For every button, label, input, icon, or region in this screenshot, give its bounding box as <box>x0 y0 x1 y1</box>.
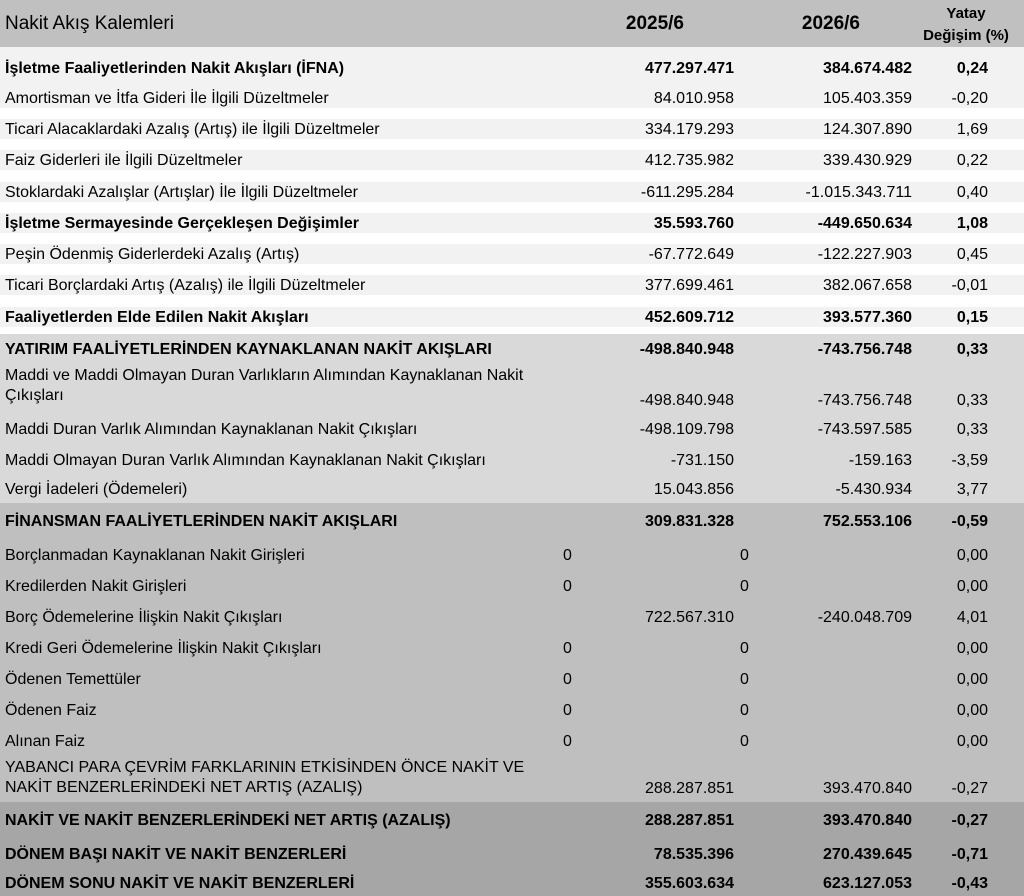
table-row <box>0 869 1024 896</box>
value-2026: 0 <box>740 670 749 688</box>
value-2025: -498.840.948 <box>639 341 734 358</box>
header-row <box>0 0 1024 47</box>
row-label: Peşin Ödenmiş Giderlerdeki Azalış (Artış) <box>5 246 300 263</box>
table-row <box>0 838 1024 869</box>
table-row <box>0 414 1024 444</box>
row-label: DÖNEM SONU NAKİT VE NAKİT BENZERLERİ <box>5 874 355 892</box>
value-change: 0,00 <box>956 701 988 719</box>
value-2026: -743.597.585 <box>817 421 912 438</box>
value-change: 0,15 <box>956 309 988 326</box>
value-2026: -5.430.934 <box>835 481 912 498</box>
table-row <box>0 119 1024 139</box>
value-change: 0,00 <box>956 732 988 750</box>
table-row <box>0 663 1024 694</box>
row-label: Maddi Duran Varlık Alımından Kaynaklanan Nakit Çıkışları <box>5 421 418 438</box>
value-2026: -159.163 <box>848 451 912 469</box>
row-label: İşletme Faaliyetlerinden Nakit Akışları (İFNA) <box>5 59 345 77</box>
value-2025: 0 <box>563 670 572 688</box>
column-header-2025: 2025/6 <box>625 13 684 34</box>
row-label: Borçlanmadan Kaynaklanan Nakit Girişleri <box>5 546 305 564</box>
table-row <box>0 601 1024 632</box>
table-row <box>0 725 1024 756</box>
value-change: -0,59 <box>951 513 988 530</box>
row-label: Stoklardaki Azalışlar (Artışlar) İle İlgili Düzeltmeler <box>5 184 358 201</box>
row-label: Ödenen Temettüler <box>5 670 141 688</box>
value-2025: 35.593.760 <box>653 215 734 232</box>
table-row <box>0 475 1024 503</box>
value-change: 0,00 <box>956 577 988 595</box>
value-2026: 384.674.482 <box>823 59 912 77</box>
change-header-line1: Yatay <box>946 5 986 22</box>
value-change: 4,01 <box>956 608 988 626</box>
value-2026: -1.015.343.711 <box>805 184 912 201</box>
value-2026: 0 <box>740 732 749 750</box>
row-label: Maddi Olmayan Duran Varlık Alımından Kaynaklanan Nakit Çıkışları <box>5 451 486 469</box>
value-2025: -498.109.798 <box>639 421 734 438</box>
table-row <box>0 307 1024 327</box>
table-row <box>0 47 1024 88</box>
row-label: YATIRIM FAALİYETLERİNDEN KAYNAKLANAN NAKİT AKIŞLARI <box>5 341 492 358</box>
table-row <box>0 802 1024 838</box>
value-2025: 0 <box>563 701 572 719</box>
table-row <box>0 503 1024 539</box>
table-row <box>0 213 1024 233</box>
row-label: Amortisman ve İtfa Gideri İle İlgili Düzeltmeler <box>5 90 329 107</box>
value-2026: 0 <box>740 546 749 564</box>
value-change: 1,08 <box>956 215 988 232</box>
value-2025: -498.840.948 <box>639 392 734 409</box>
row-label: Maddi ve Maddi Olmayan Duran Varlıkların Alımından Kaynaklanan Nakit Çıkışları <box>5 367 524 404</box>
value-2025: 78.535.396 <box>653 845 734 863</box>
value-change: -0,71 <box>951 845 988 863</box>
value-change: 0,45 <box>956 246 988 263</box>
table-row <box>0 444 1024 475</box>
value-change: -0,20 <box>951 90 988 107</box>
change-header-line2: Değişim (%) <box>923 27 1009 44</box>
row-label: Kredi Geri Ödemelerine İlişkin Nakit Çıkışları <box>5 639 322 657</box>
value-2025: 15.043.856 <box>653 481 734 498</box>
value-change: 0,00 <box>956 639 988 657</box>
value-2026: -449.650.634 <box>817 215 912 232</box>
table-row <box>0 539 1024 570</box>
value-2025: -731.150 <box>670 451 734 469</box>
value-2025: 0 <box>563 732 572 750</box>
value-change: -0,43 <box>951 874 988 892</box>
value-2025: -67.772.649 <box>648 246 734 263</box>
value-2026: 382.067.658 <box>823 277 912 294</box>
value-change: 0,22 <box>956 152 988 169</box>
row-label: Vergi İadeleri (Ödemeleri) <box>5 481 188 498</box>
table-row <box>0 694 1024 725</box>
value-2026: -743.756.748 <box>817 341 912 358</box>
value-change: 0,33 <box>956 421 988 438</box>
value-2025: 84.010.958 <box>653 90 734 107</box>
value-2025: 0 <box>563 639 572 657</box>
value-2025: 355.603.634 <box>645 874 734 892</box>
value-change: -0,27 <box>951 780 988 797</box>
row-label: Faaliyetlerden Elde Edilen Nakit Akışları <box>5 309 309 326</box>
table-row <box>0 570 1024 601</box>
table-row <box>0 756 1024 802</box>
value-2026: 124.307.890 <box>823 121 912 138</box>
value-2025: 334.179.293 <box>645 121 734 138</box>
value-2026: 0 <box>740 701 749 719</box>
value-2026: 393.470.840 <box>823 780 912 797</box>
row-label: DÖNEM BAŞI NAKİT VE NAKİT BENZERLERİ <box>5 845 347 863</box>
row-label: Ticari Borçlardaki Artış (Azalış) ile İlgili Düzeltmeler <box>5 277 366 294</box>
table-row <box>0 364 1024 414</box>
value-2025: 309.831.328 <box>645 513 734 530</box>
column-header-2026: 2026/6 <box>801 13 860 34</box>
row-label: Kredilerden Nakit Girişleri <box>5 577 187 595</box>
row-label: YABANCI PARA ÇEVRİM FARKLARININ ETKİSİNDEN ÖNCE NAKİT VE NAKİT BENZERLERİNDEKİ NET ARTIŞ (AZALIŞ) <box>5 759 525 796</box>
row-label: Ticari Alacaklardaki Azalış (Artış) ile İlgili Düzeltmeler <box>5 121 380 138</box>
value-2025: 452.609.712 <box>645 309 734 326</box>
value-2026: -122.227.903 <box>817 246 912 263</box>
value-2025: 377.699.461 <box>645 277 734 294</box>
table-row <box>0 88 1024 108</box>
row-label: Ödenen Faiz <box>5 701 97 719</box>
table-row <box>0 150 1024 170</box>
value-2026: 752.553.106 <box>823 513 912 530</box>
table-row <box>0 632 1024 663</box>
value-change: -3,59 <box>951 451 988 469</box>
value-2026: 393.470.840 <box>823 812 912 829</box>
value-change: 0,24 <box>956 59 988 77</box>
value-2025: 288.287.851 <box>645 812 734 829</box>
value-change: -0,01 <box>951 277 988 294</box>
table-row <box>0 244 1024 264</box>
value-2025: -611.295.284 <box>640 184 734 201</box>
value-2026: -240.048.709 <box>817 608 912 626</box>
value-2025: 722.567.310 <box>645 608 734 626</box>
value-change: 0,40 <box>956 184 988 201</box>
value-change: 1,69 <box>956 121 988 138</box>
value-2025: 477.297.471 <box>645 59 734 77</box>
value-2026: 105.403.359 <box>823 90 912 107</box>
table-row <box>0 334 1024 364</box>
value-2025: 0 <box>563 577 572 595</box>
value-change: -0,27 <box>951 812 988 829</box>
column-header-change <box>916 3 1016 47</box>
row-label: FİNANSMAN FAALİYETLERİNDEN NAKİT AKIŞLARI <box>5 513 398 530</box>
table-title: Nakit Akış Kalemleri <box>5 13 174 34</box>
value-2026: 393.577.360 <box>823 309 912 326</box>
value-2025: 0 <box>563 546 572 564</box>
value-2026: -743.756.748 <box>817 392 912 409</box>
value-change: 0,33 <box>956 341 988 358</box>
row-label: Faiz Giderleri ile İlgili Düzeltmeler <box>5 152 243 169</box>
table-row <box>0 275 1024 295</box>
value-2026: 0 <box>740 639 749 657</box>
value-change: 0,00 <box>956 546 988 564</box>
row-label: Alınan Faiz <box>5 732 86 750</box>
row-label: İşletme Sermayesinde Gerçekleşen Değişimler <box>5 215 359 232</box>
value-2026: 0 <box>740 577 749 595</box>
value-2025: 412.735.982 <box>645 152 734 169</box>
row-label: NAKİT VE NAKİT BENZERLERİNDEKİ NET ARTIŞ (AZALIŞ) <box>5 812 451 829</box>
row-label: Borç Ödemelerine İlişkin Nakit Çıkışları <box>5 608 283 626</box>
value-change: 3,77 <box>956 481 988 498</box>
table-row <box>0 182 1024 202</box>
value-2026: 270.439.645 <box>823 845 912 863</box>
value-2026: 623.127.053 <box>823 874 912 892</box>
value-2025: 288.287.851 <box>645 780 734 797</box>
value-2026: 339.430.929 <box>823 152 912 169</box>
value-change: 0,00 <box>956 670 988 688</box>
value-change: 0,33 <box>956 392 988 409</box>
